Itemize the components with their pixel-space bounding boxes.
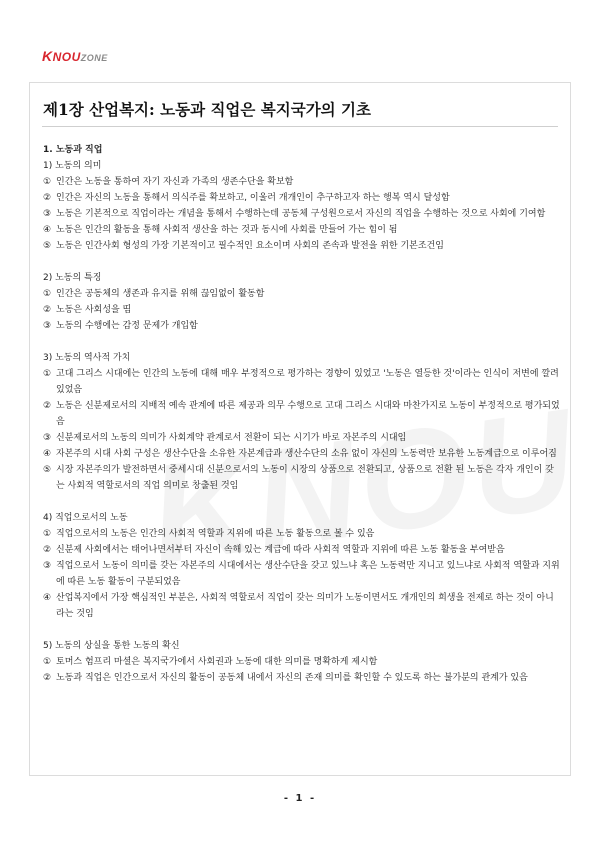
subsection <box>43 270 560 334</box>
list-item <box>43 590 560 622</box>
list-item-text: 노동은 사회성을 띰 <box>56 305 132 315</box>
list-marker: ② <box>43 545 52 555</box>
list-item <box>43 286 560 302</box>
list-item-text: 인간은 자신의 노동을 통해서 의식주를 확보하고, 이울러 개개인이 추구하고자 하는 행복 역시 달성함 <box>56 193 450 203</box>
list-item-text: 노동은 기본적으로 직업이라는 개념을 통해서 수행하는데 공동체 구성원으로서 자신의 직업을 수행하는 것으로 사회에 기여함 <box>56 209 546 219</box>
subsection <box>43 510 560 622</box>
subsection-title: 2) 노동의 특징 <box>43 273 102 283</box>
list-marker: ④ <box>43 225 52 235</box>
list-item <box>43 398 560 430</box>
section-spacer <box>43 334 560 350</box>
list-item <box>43 558 560 590</box>
list-item <box>43 670 560 686</box>
subsection <box>43 158 560 254</box>
section-spacer <box>43 622 560 638</box>
list-item <box>43 174 560 190</box>
list-item-text: 시장 자본주의가 발전하면서 중세시대 신분으로서의 노동이 시장의 상품으로 전환되고, 상품으로 전환 된 노동은 각자 개인이 갖는 사회적 역할로서의 직업 의미로 창출된 것임 <box>56 465 554 491</box>
list-item-text: 산업복지에서 가장 핵심적인 부분은, 사회적 역할로서 직업이 갖는 의미가 노동이면서도 개개인의 희생을 전제로 하는 것이 아니라는 것임 <box>56 593 554 619</box>
logo-zone: ZONE <box>80 53 108 63</box>
list-marker: ① <box>43 177 52 187</box>
subsection-title: 3) 노동의 역사적 가치 <box>43 353 131 363</box>
list-item-text: 노동은 신분제로서의 지배적 예속 관계에 따른 제공과 의무 수행으로 고대 그리스 시대와 마찬가지로 노동이 부정적으로 평가되었음 <box>56 401 560 427</box>
list-item-text: 신분제 사회에서는 태어나면서부터 자신이 속해 있는 계급에 따라 사회적 역할과 지위에 따른 노동 활동을 부여받음 <box>56 545 505 555</box>
list-marker: ② <box>43 305 52 315</box>
list-item-text: 고대 그리스 시대에는 인간의 노동에 대해 매우 부정적으로 평가하는 경향이 있었고 '노동은 열등한 것'이라는 인식이 저변에 깔려 있었음 <box>56 369 559 395</box>
list-marker: ② <box>43 673 52 683</box>
list-item <box>43 462 560 494</box>
subsection <box>43 638 560 686</box>
list-item-text: 인간은 공동체의 생존과 유지를 위해 끊임없이 활동함 <box>56 289 265 299</box>
logo-nou: NOU <box>52 50 81 64</box>
document-body <box>43 142 560 686</box>
list-item-text: 인간은 노동을 통하여 자기 자신과 가족의 생존수단을 확보함 <box>56 177 294 187</box>
list-item-text: 노동의 수행에는 감정 문제가 개입함 <box>56 321 198 331</box>
list-marker: ② <box>43 401 52 411</box>
list-item <box>43 430 560 446</box>
list-item <box>43 446 560 462</box>
list-item-text: 노동은 인간의 활동을 통해 사회적 생산을 하는 것과 동시에 사회를 만들어 가는 힘이 됨 <box>56 225 398 235</box>
list-item <box>43 190 560 206</box>
section-heading: 1. 노동과 직업 <box>43 145 103 155</box>
list-item <box>43 366 560 398</box>
list-marker: ④ <box>43 593 52 603</box>
title-divider <box>42 126 558 127</box>
subsection-title: 5) 노동의 상실을 통한 노동의 확신 <box>43 641 180 651</box>
list-item-text: 토머스 험프리 마셜은 복지국가에서 사회권과 노동에 대한 의미를 명확하게 제시함 <box>56 657 378 667</box>
section-spacer <box>43 494 560 510</box>
list-marker: ④ <box>43 449 52 459</box>
list-marker: ① <box>43 529 52 539</box>
sections-container <box>43 158 560 686</box>
list-item-text: 직업으로서 노동이 의미를 갖는 자본주의 시대에서는 생산수단을 갖고 있느냐 혹은 노동력만 지니고 있느냐로 사회적 역할과 지위에 따른 노동 활동이 구분되었음 <box>56 561 560 587</box>
list-marker: ⑤ <box>43 241 52 251</box>
list-marker: ① <box>43 657 52 667</box>
list-item <box>43 318 560 334</box>
list-item <box>43 206 560 222</box>
subsection-title: 1) 노동의 의미 <box>43 161 102 171</box>
list-item-text: 노동과 직업은 인간으로서 자신의 활동이 공동체 내에서 자신의 존재 의미를 확인할 수 있도록 하는 불가분의 관계가 있음 <box>56 673 528 683</box>
section-spacer <box>43 254 560 270</box>
subsection <box>43 350 560 494</box>
list-item <box>43 302 560 318</box>
list-marker: ② <box>43 193 52 203</box>
list-item <box>43 238 560 254</box>
list-item <box>43 542 560 558</box>
list-marker: ① <box>43 369 52 379</box>
knouzone-logo <box>42 48 108 64</box>
list-item <box>43 222 560 238</box>
list-marker: ③ <box>43 561 52 571</box>
list-marker: ③ <box>43 433 52 443</box>
list-item-text: 노동은 인간사회 형성의 가장 기본적이고 필수적인 요소이며 사회의 존속과 발전을 위한 기본조건임 <box>56 241 444 251</box>
page-title: 제1장 산업복지: 노동과 직업은 복지국가의 기초 <box>43 100 371 119</box>
list-item-text: 신분제로서의 노동의 의미가 사회계약 관계로서 전환이 되는 시기가 바로 자본주의 시대임 <box>56 433 407 443</box>
logo-k: K <box>42 48 53 64</box>
list-item-text: 직업으로서의 노동은 인간의 사회적 역할과 지위에 따른 노동 활동으로 볼 수 있음 <box>56 529 375 539</box>
list-item-text: 자본주의 시대 사회 구성은 생산수단을 소유한 자본계급과 생산수단의 소유 없이 자신의 노동력만 보유한 노동계급으로 이루어짐 <box>56 449 557 459</box>
list-item <box>43 526 560 542</box>
list-marker: ① <box>43 289 52 299</box>
list-marker: ③ <box>43 321 52 331</box>
list-marker: ⑤ <box>43 465 52 475</box>
list-marker: ③ <box>43 209 52 219</box>
list-item <box>43 654 560 670</box>
page-number: - 1 - <box>283 793 317 804</box>
subsection-title: 4) 직업으로서의 노동 <box>43 513 128 523</box>
